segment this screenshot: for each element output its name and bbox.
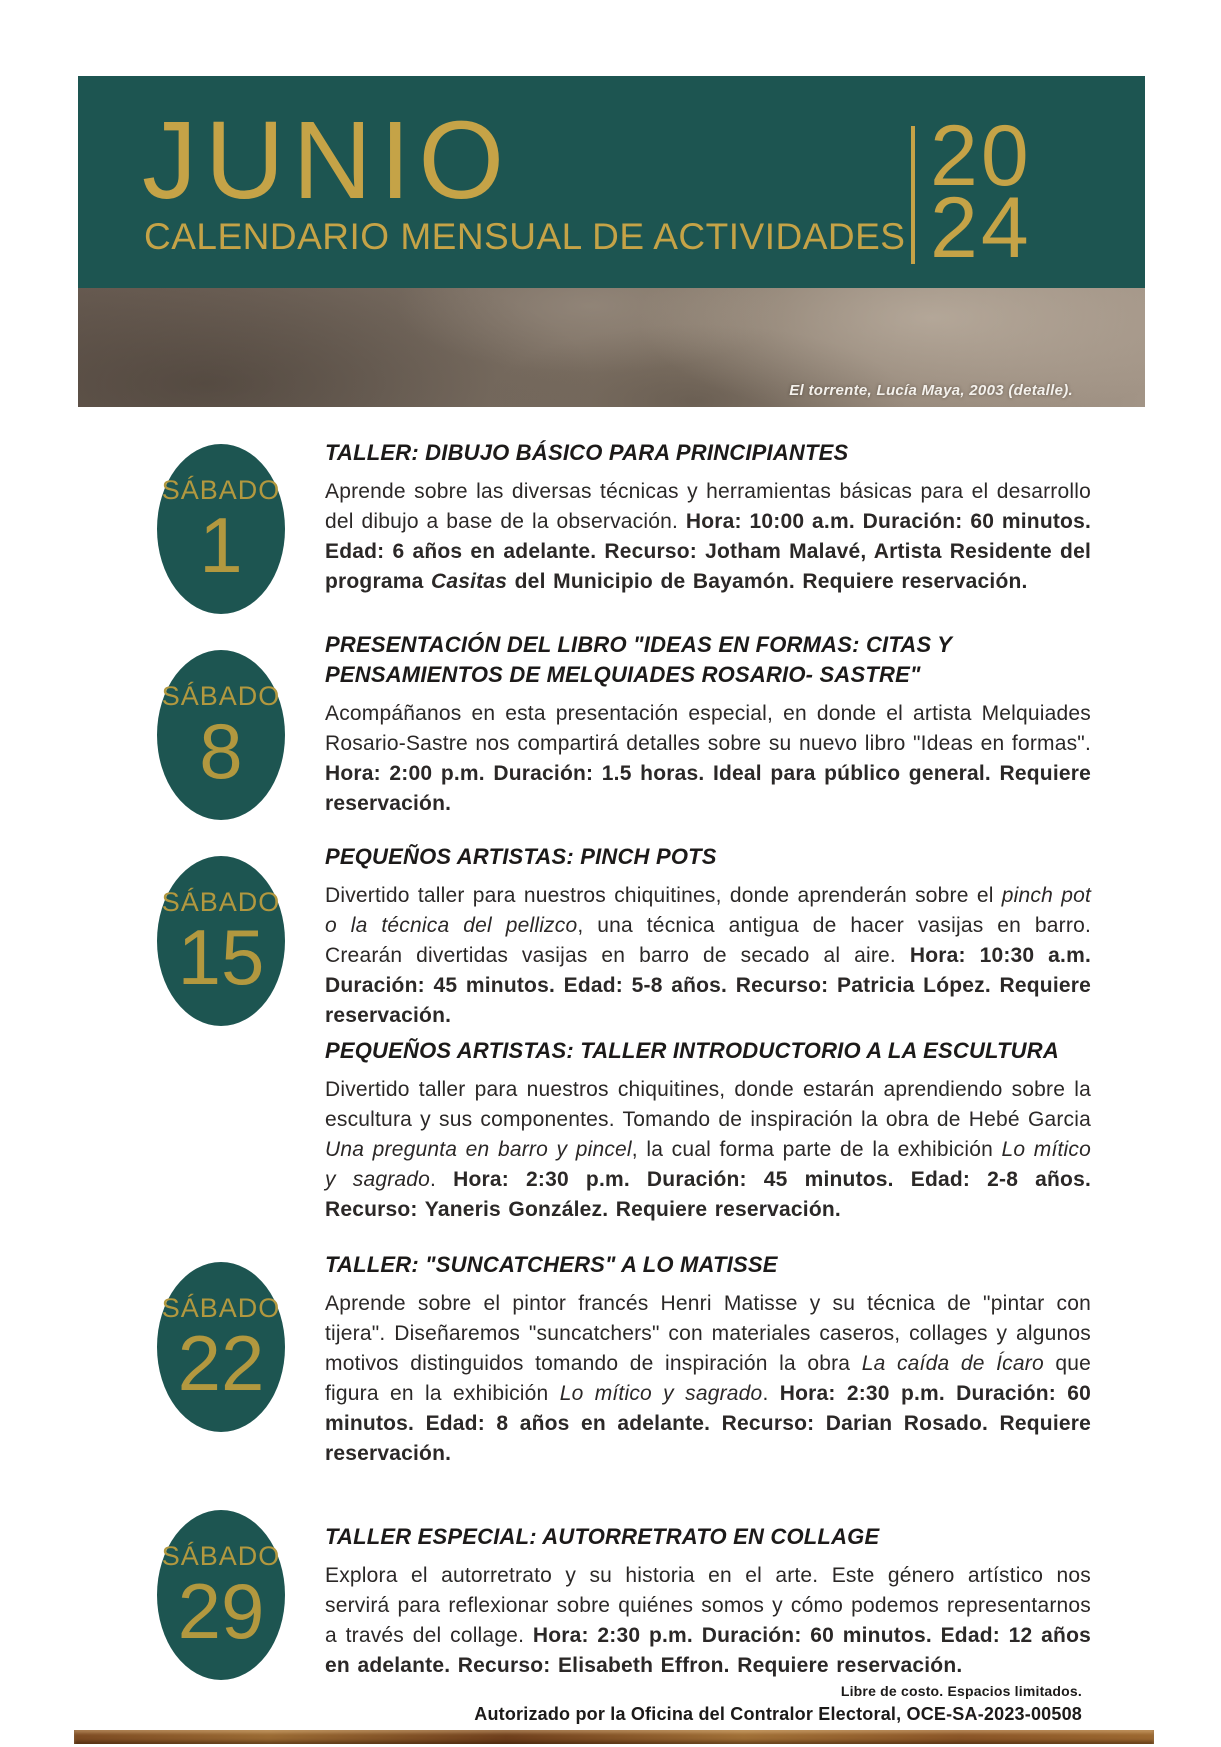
bottom-wood-bar <box>74 1730 1154 1744</box>
day-number: 15 <box>177 913 265 1002</box>
event-block-1 <box>325 438 1091 597</box>
event-block-5 <box>325 1250 1091 1469</box>
year-divider <box>911 126 915 264</box>
event-description: Explora el autorretrato y su historia en el arte. Este género artístico nos servirá para reflexionar sobre quiénes somos y cómo podemos representarnos a través del collage. Hora: 2:30 p.m. Duración: 60 minutos. Edad: 12 años en adelante. Recurso: Elisabeth Effron. Requiere reservación. <box>325 1564 1091 1677</box>
event-title: TALLER: "SUNCATCHERS" A LO MATISSE <box>325 1252 778 1277</box>
event-title: TALLER: DIBUJO BÁSICO PARA PRINCIPIANTES <box>325 440 849 465</box>
event-title: PEQUEÑOS ARTISTAS: TALLER INTRODUCTORIO A LA ESCULTURA <box>325 1038 1059 1063</box>
event-block-3 <box>325 842 1091 1031</box>
day-label: SÁBADO <box>161 1541 281 1572</box>
event-description: Aprende sobre el pintor francés Henri Matisse y su técnica de "pintar con tijera". Diseñaremos "suncatchers" con materiales caseros, collages y algunos motivos distinguidos tomando de inspiración la obra La caída de Ícaro que figura en la exhibición Lo mítico y sagrado. Hora: 2:30 p.m. Duración: 60 minutos. Edad: 8 años en adelante. Recurso: Darian Rosado. Requiere reservación. <box>325 1292 1092 1465</box>
day-label: SÁBADO <box>161 681 281 712</box>
day-badge-15 <box>157 856 285 1026</box>
event-block-6 <box>325 1522 1091 1681</box>
event-description: Acompáñanos en esta presentación especial, en donde el artista Melquiades Rosario-Sastre nos compartirá detalles sobre su nuevo libro "Ideas en formas". Hora: 2:00 p.m. Duración: 1.5 horas. Ideal para público general. Requiere reservación. <box>325 702 1091 815</box>
header-banner <box>78 76 1145 288</box>
event-title: PRESENTACIÓN DEL LIBRO "IDEAS EN FORMAS: CITAS Y PENSAMIENTOS DE MELQUIADES ROSARIO- SASTRE" <box>325 632 952 687</box>
day-label: SÁBADO <box>161 475 281 506</box>
day-number: 22 <box>177 1319 265 1408</box>
day-number: 1 <box>199 501 243 590</box>
event-description: Divertido taller para nuestros chiquitines, donde estarán aprendiendo sobre la escultura y sus componentes. Tomando de inspiración la obra de Hebé Garcia Una pregunta en barro y pincel, la cual forma parte de la exhibición Lo mítico y sagrado. Hora: 2:30 p.m. Duración: 45 minutos. Edad: 2-8 años. Recurso: Yaneris González. Requiere reservación. <box>325 1078 1092 1221</box>
event-description: Aprende sobre las diversas técnicas y herramientas básicas para el desarrollo del dibujo a base de la observación. Hora: 10:00 a.m. Duración: 60 minutos. Edad: 6 años en adelante. Recurso: Jotham Malavé, Artista Residente del programa Casitas del Municipio de Bayamón. Requiere reservación. <box>325 480 1091 593</box>
day-number: 29 <box>177 1567 265 1656</box>
year-bottom: 24 <box>930 180 1032 276</box>
day-badge-29 <box>157 1510 285 1680</box>
year-top: 20 <box>930 108 1032 204</box>
day-badge-1 <box>157 444 285 614</box>
artwork-photo <box>78 288 1145 407</box>
footer-cost-note: Libre de costo. Espacios limitados. <box>840 1683 1082 1699</box>
day-label: SÁBADO <box>161 1293 281 1324</box>
event-description: Divertido taller para nuestros chiquitines, donde aprenderán sobre el pinch pot o la técnica del pellizco, una técnica antigua de hacer vasijas en barro. Crearán divertidas vasijas en barro de secado al aire. Hora: 10:30 a.m. Duración: 45 minutos. Edad: 5-8 años. Recurso: Patricia López. Requiere reservación. <box>325 884 1092 1027</box>
footer-authorization: Autorizado por la Oficina del Contralor Electoral, OCE-SA-2023-00508 <box>474 1704 1082 1724</box>
photo-caption: El torrente, Lucía Maya, 2003 (detalle). <box>789 382 1073 399</box>
day-number: 8 <box>199 707 243 796</box>
event-title: TALLER ESPECIAL: AUTORRETRATO EN COLLAGE <box>325 1524 880 1549</box>
footer <box>78 1683 1082 1725</box>
event-block-2 <box>325 630 1091 819</box>
day-badge-22 <box>157 1262 285 1432</box>
year <box>930 108 1032 276</box>
day-badge-8 <box>157 650 285 820</box>
event-block-4 <box>325 1036 1091 1225</box>
header-subtitle: CALENDARIO MENSUAL DE ACTIVIDADES <box>144 216 906 257</box>
event-title: PEQUEÑOS ARTISTAS: PINCH POTS <box>325 844 717 869</box>
day-label: SÁBADO <box>161 887 281 918</box>
month-title: JUNIO <box>142 99 512 222</box>
